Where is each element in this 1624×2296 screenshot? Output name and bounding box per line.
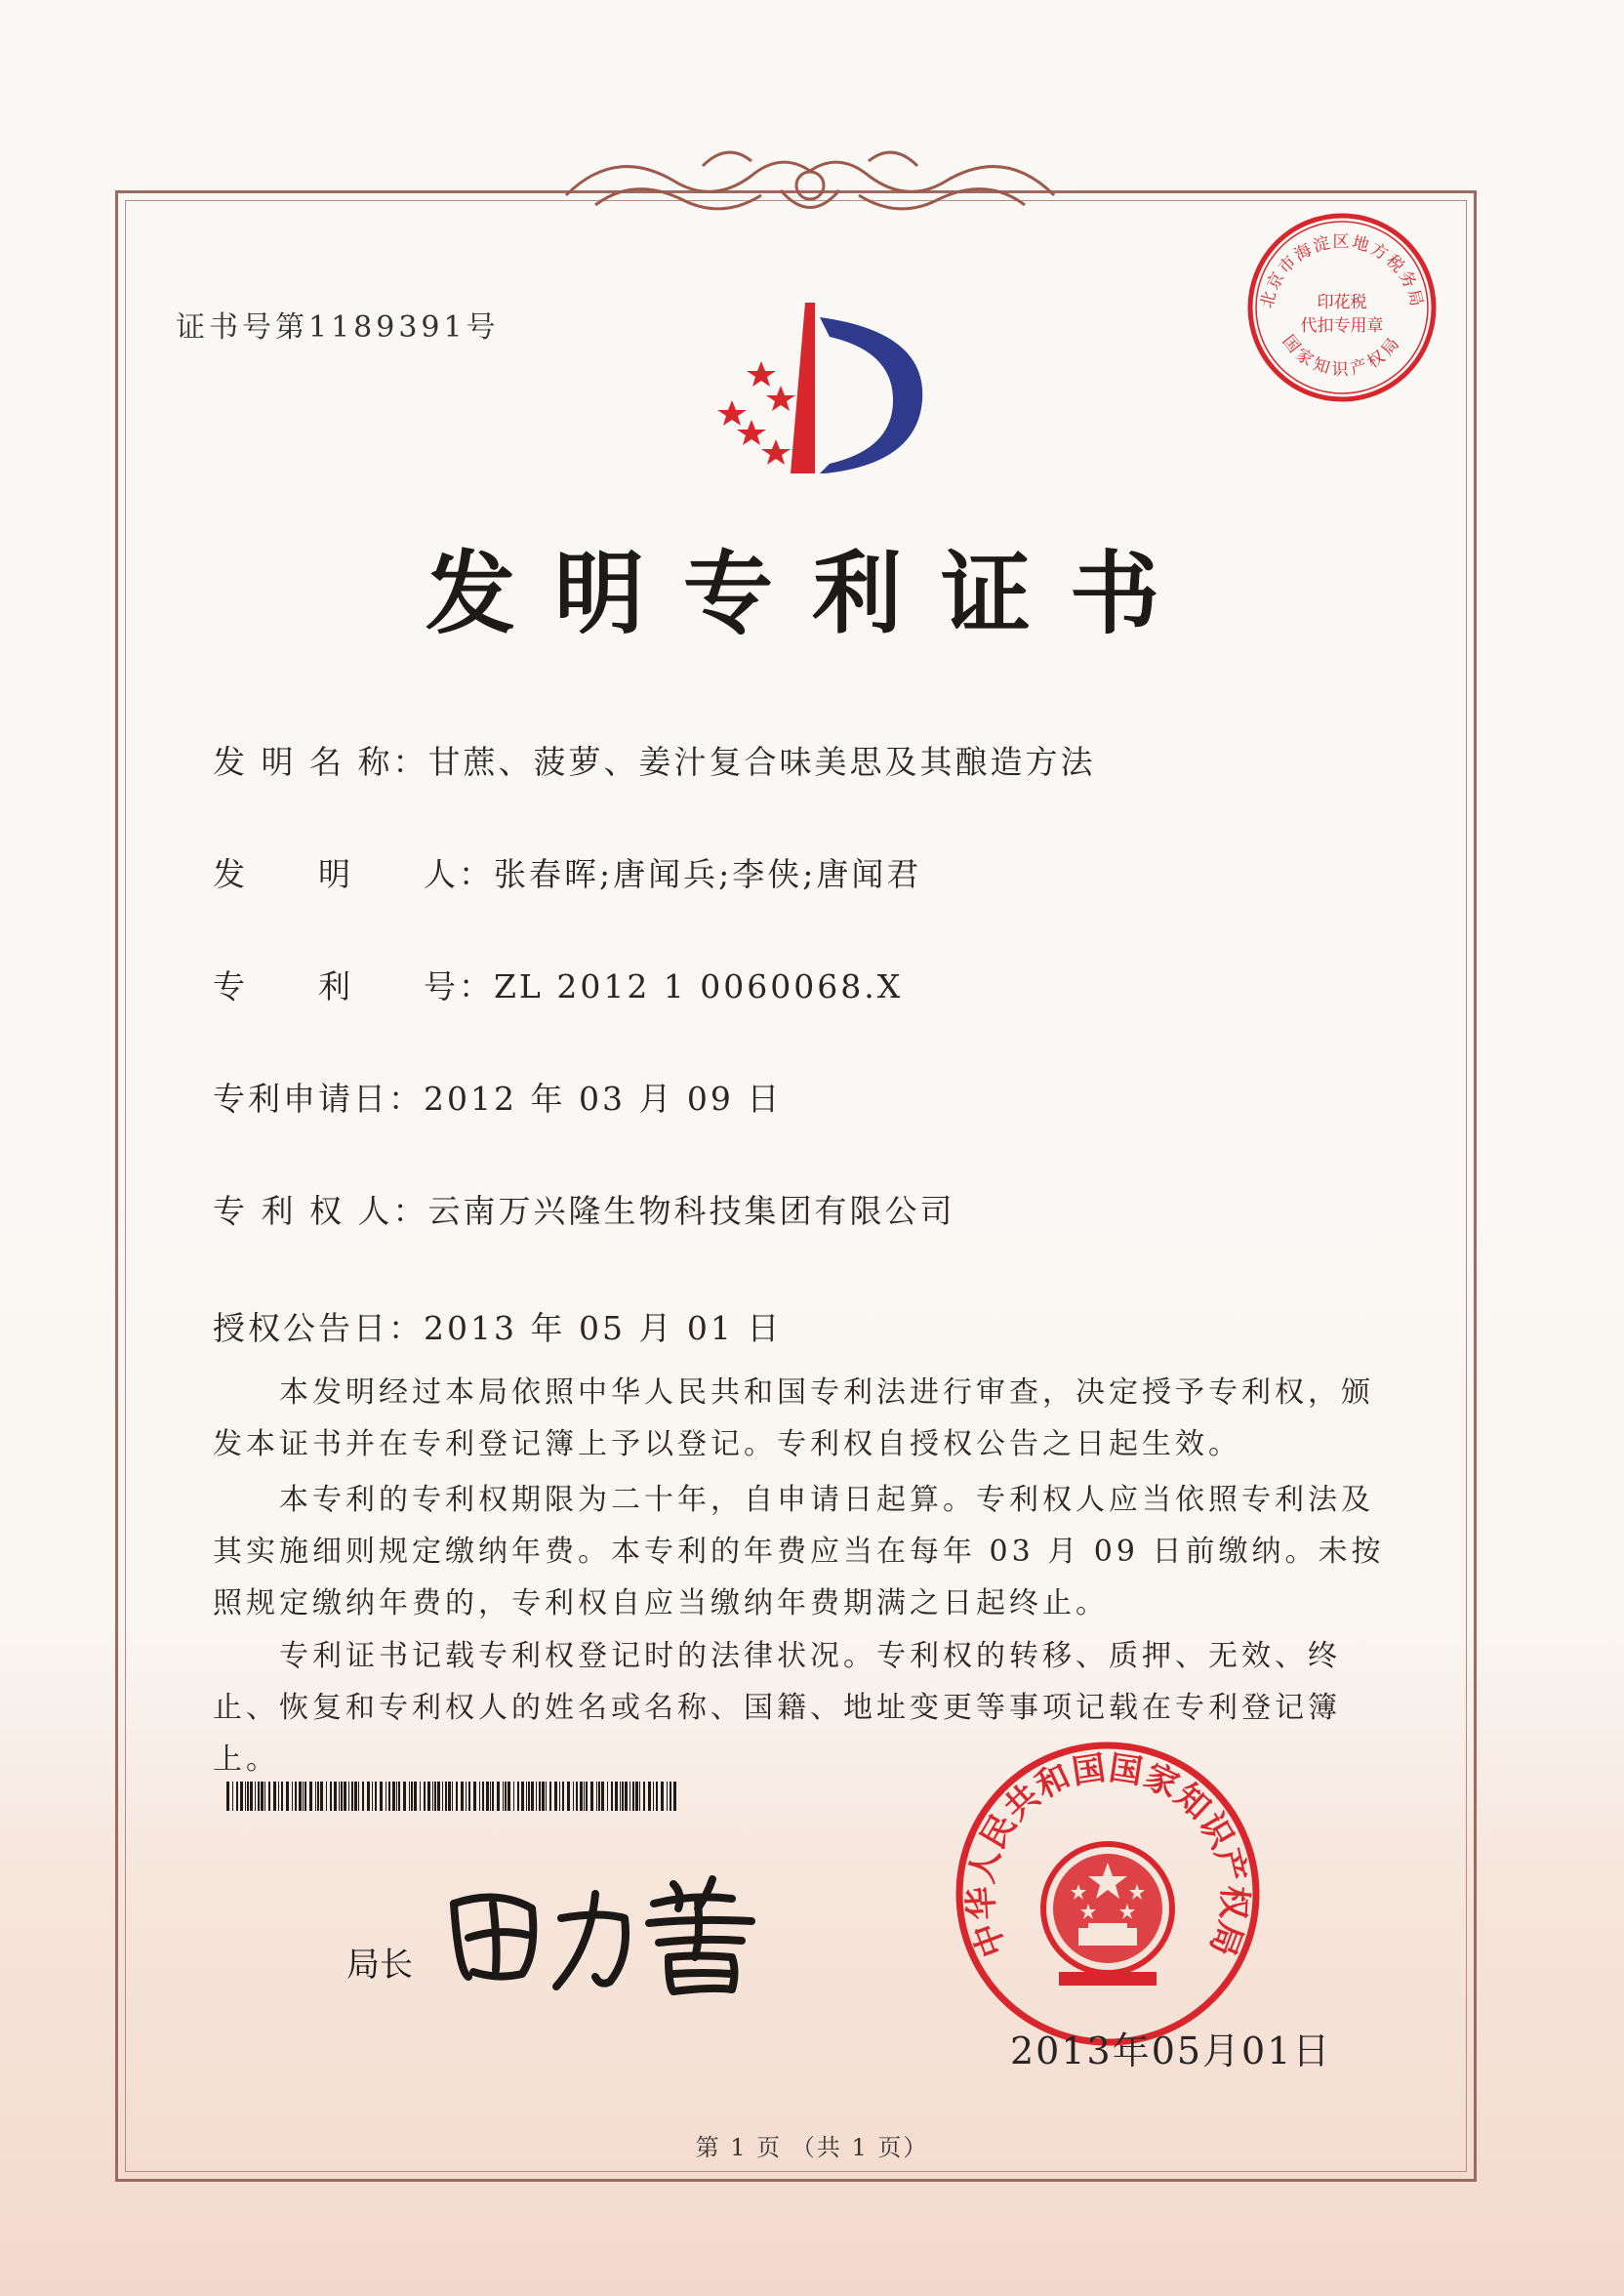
patent-office-logo-icon bbox=[683, 293, 937, 488]
tax-stamp-center-line1: 印花税 bbox=[1317, 293, 1367, 312]
ornament-top-icon bbox=[556, 137, 1064, 234]
field-patentee bbox=[213, 1186, 954, 1232]
svg-text:国家知识产权局 bbox=[1279, 332, 1406, 380]
director-label: 局长 bbox=[346, 1946, 413, 1985]
page-title: 发明专利证书 bbox=[425, 541, 1198, 646]
field-value: 甘蔗、菠萝、姜汁复合味美思及其酿造方法 bbox=[427, 743, 1096, 781]
tax-stamp bbox=[1244, 210, 1440, 405]
field-label: 发 明 人： bbox=[213, 855, 494, 893]
field-patent-number bbox=[213, 962, 903, 1007]
body-paragraph: 专利证书记载专利权登记时的法律状况。专利权的转移、质押、无效、终止、恢复和专利权人的姓名或名称、国籍、地址变更等事项记载在专利登记簿上。 bbox=[213, 1639, 1341, 1777]
field-label: 专 利 号： bbox=[213, 967, 494, 1005]
certificate-number: 证书号第1189391号 bbox=[176, 310, 500, 345]
field-value: 2012 年 03 月 09 日 bbox=[424, 1080, 783, 1118]
field-value: 2013 年 05 月 01 日 bbox=[424, 1309, 783, 1347]
field-value: 云南万兴隆生物科技集团有限公司 bbox=[427, 1192, 955, 1230]
field-label: 专利申请日： bbox=[213, 1080, 424, 1118]
official-seal-ring-text: 中华人民共和国国家知识产权局 bbox=[961, 1748, 1254, 1962]
field-label: 发 明 名 称： bbox=[213, 743, 428, 781]
field-value: 张春晖;唐闻兵;李侠;唐闻君 bbox=[494, 855, 922, 893]
tax-stamp-outer-text: 北京市海淀区地方税务局 bbox=[1257, 232, 1427, 310]
official-seal bbox=[952, 1738, 1264, 2050]
page-number: 第 1 页 （共 1 页） bbox=[695, 2134, 929, 2161]
field-invention-name bbox=[213, 737, 1095, 783]
field-label: 授权公告日： bbox=[213, 1309, 424, 1347]
barcode-icon bbox=[226, 1782, 680, 1811]
body-paragraph: 本专利的专利权期限为二十年，自申请日起算。专利权人应当依照专利法及其实施细则规定缴纳年费。本专利的年费应当在每年 03 月 09 日前缴纳。未按照规定缴纳年费的，专利权自应当缴纳年费期满之日起终止。 bbox=[213, 1483, 1385, 1620]
national-emblem-icon bbox=[1043, 1844, 1172, 1986]
field-grant-date bbox=[213, 1303, 782, 1349]
tax-stamp-center-line2: 代扣专用章 bbox=[1300, 316, 1384, 336]
director-signature bbox=[439, 1865, 791, 2001]
seal-date: 2013年05月01日 bbox=[1010, 2030, 1332, 2072]
field-inventors bbox=[213, 849, 921, 895]
field-application-date bbox=[213, 1074, 782, 1120]
field-value: ZL 2012 1 0060068.X bbox=[494, 967, 904, 1005]
body-paragraph: 本发明经过本局依照中华人民共和国专利法进行审查，决定授予专利权，颁发本证书并在专利登记簿上予以登记。专利权自授权公告之日起生效。 bbox=[213, 1375, 1374, 1461]
tax-stamp-bottom-text: 国家知识产权局 bbox=[1278, 331, 1406, 380]
field-label: 专 利 权 人： bbox=[213, 1192, 428, 1230]
